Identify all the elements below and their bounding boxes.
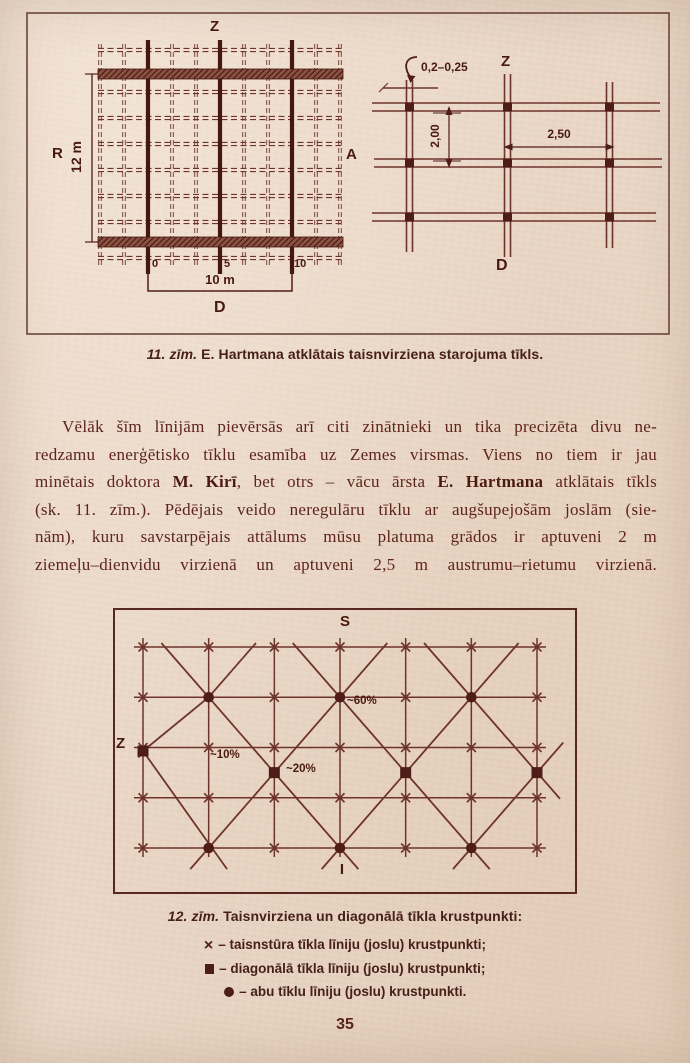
- text-segment: , bet otrs – vācu ārsta: [236, 472, 438, 491]
- legend-item: [0, 958, 690, 981]
- fig11-left-label-east: A: [346, 146, 357, 163]
- fig11-right-label-north: Z: [501, 53, 511, 70]
- text-segment: nām), kuru savstarpējais attālums mūsu platuma grādos ir aptuveni 2 m: [35, 527, 657, 546]
- text-segment: (sk. 11. zīm.). Pēdējais veido neregulāru tīklu ar augšupejošām joslām (sie-: [35, 499, 657, 519]
- square-symbol-icon: [205, 964, 215, 974]
- legend-item: [0, 934, 690, 958]
- paragraph-line: [35, 413, 657, 441]
- body-paragraph: [35, 413, 657, 578]
- paragraph-line: [35, 551, 657, 579]
- paragraph-line: [35, 496, 657, 524]
- text-segment: minētais doktora: [35, 472, 173, 491]
- figure11-caption-text: E. Hartmana atklātais taisnvirziena starojuma tīkls.: [197, 346, 544, 362]
- both-networks-node: [466, 843, 477, 854]
- diagonal-network-node: [532, 767, 543, 778]
- diagonal-network-node: [138, 746, 149, 757]
- fig11-scale-10: 10: [294, 258, 307, 270]
- fig11-right-dim-250: 2,50: [547, 127, 571, 141]
- legend-text: – taisnstūra tīkla līniju (joslu) krustpunkti;: [218, 937, 487, 952]
- fig11-left-label-north: Z: [210, 18, 220, 35]
- diagonal-network-node: [269, 767, 280, 778]
- figure12-caption: [0, 908, 690, 924]
- fig11-right-band-width: 0,2–0,25: [421, 60, 468, 74]
- legend-item: [0, 981, 690, 1004]
- cross-symbol-icon: ×: [203, 937, 214, 954]
- figure12-annotation: ~10%: [210, 749, 240, 761]
- fig11-scale-5: 5: [224, 258, 231, 270]
- figure12-annotation: ~20%: [286, 763, 316, 775]
- figure11-caption: [0, 346, 690, 362]
- fig11-left-dim-10m: 10 m: [205, 272, 235, 287]
- diagonal-network-node: [400, 767, 411, 778]
- figure12-caption-number: 12. zīm.: [167, 908, 220, 924]
- legend-text: – diagonālā tīkla līniju (joslu) krustpunkti;: [219, 960, 486, 976]
- text-segment: Vēlāk šīm līnijām pievērsās arī citi zinātnieki un tika precizēta divu ne-: [62, 417, 657, 436]
- fig11-left-dim-12m: 12 m: [68, 141, 84, 173]
- fig11-left-label-south: D: [214, 299, 226, 316]
- figure11-caption-number: 11. zīm.: [146, 346, 198, 362]
- paragraph-line: [35, 441, 657, 469]
- text-segment: redzamu enerģētisko tīklu esamība uz Zemes virsmas. Viens no tiem ir jau: [35, 444, 657, 464]
- both-networks-node: [335, 843, 346, 854]
- fig12-label-west-z: Z: [116, 735, 126, 752]
- fig12-label-south-s: S: [339, 613, 350, 630]
- figure12-caption-text: Taisnvirziena un diagonālā tīkla krustpunkti:: [219, 908, 523, 924]
- figure12-legend: [0, 934, 690, 1003]
- fig11-left-label-west: R: [52, 145, 63, 162]
- legend-text: – abu tīklu līniju (joslu) krustpunkti.: [239, 983, 467, 999]
- both-networks-node: [203, 843, 214, 854]
- both-networks-node: [466, 692, 477, 703]
- emphasized-name: E. Hartmana: [437, 472, 544, 491]
- figure12-annotation: ~60%: [347, 695, 377, 707]
- fig11-right-dim-200: 2,00: [428, 124, 442, 148]
- text-segment: atklātais tīkls: [543, 472, 657, 491]
- fig12-label-bottom-i: I: [339, 861, 345, 878]
- fig11-right-label-south: D: [496, 257, 508, 274]
- text-segment: ziemeļu–dienvidu virzienā un aptuveni 2,5 m austrumu–rietumu virzienā.: [35, 554, 657, 574]
- page-number: 35: [336, 1016, 354, 1033]
- paragraph-line: [35, 523, 657, 551]
- both-networks-node: [335, 692, 346, 703]
- both-networks-node: [203, 692, 214, 703]
- fig11-scale-0: 0: [152, 258, 159, 270]
- circle-symbol-icon: [224, 987, 235, 998]
- emphasized-name: M. Kirī: [172, 472, 237, 491]
- paragraph-line: [35, 468, 657, 496]
